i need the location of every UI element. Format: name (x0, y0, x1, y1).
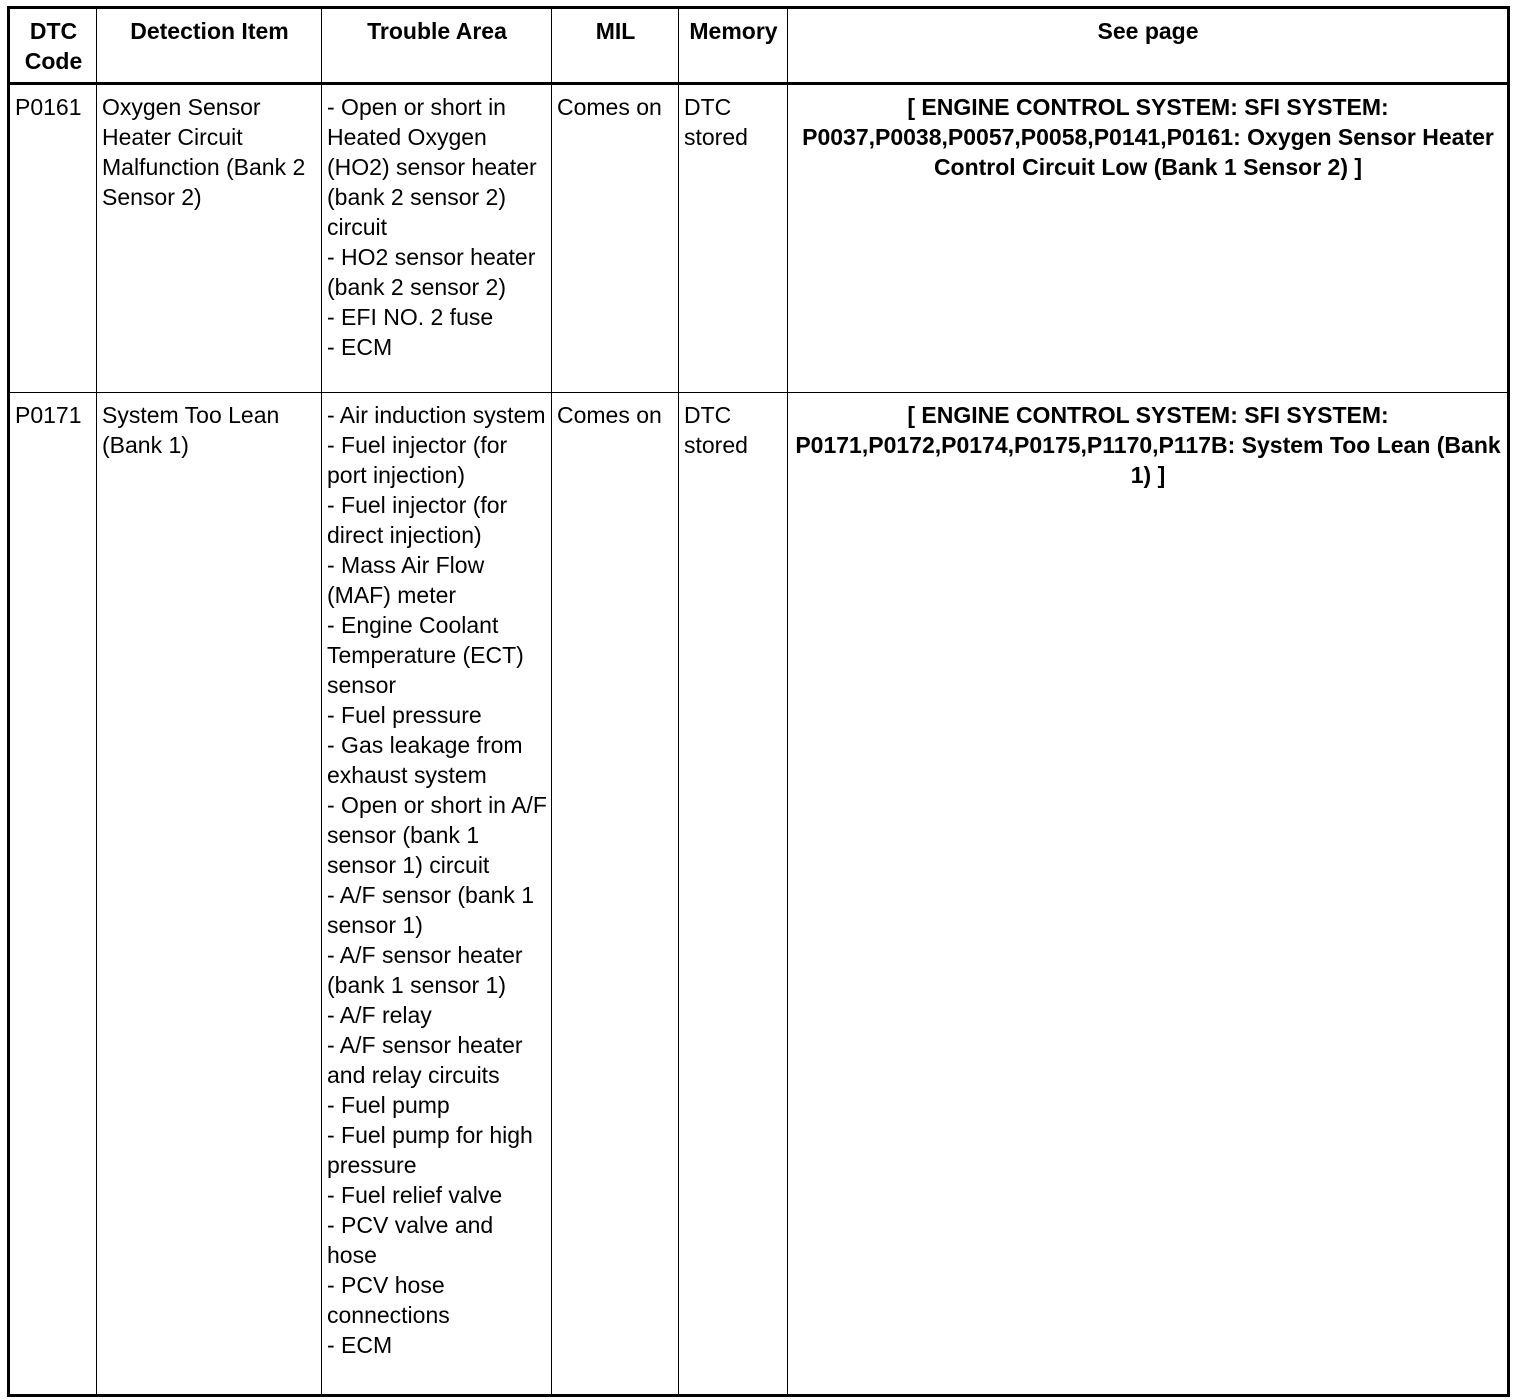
dtc-code-cell: P0171 (9, 393, 97, 1396)
trouble-area-item: - Open or short in Heated Oxygen (HO2) sensor heater (bank 2 sensor 2) circuit (327, 94, 537, 240)
trouble-area-item: - Engine Coolant Temperature (ECT) sensor (327, 612, 524, 698)
trouble-area-item: - Fuel pressure (327, 702, 482, 728)
header-memory: Memory (679, 8, 788, 84)
detection-item-cell: System Too Lean (Bank 1) (97, 393, 322, 1396)
header-trouble-area: Trouble Area (322, 8, 552, 84)
trouble-area-item: - Fuel pump (327, 1092, 450, 1118)
trouble-area-item: - PCV hose connections (327, 1272, 450, 1328)
header-dtc-code: DTC Code (9, 8, 97, 84)
trouble-area-item: - Air induction system (327, 402, 546, 428)
trouble-area-item: - A/F sensor heater and relay circuits (327, 1032, 523, 1088)
see-page-cell: [ ENGINE CONTROL SYSTEM: SFI SYSTEM: P0037,P0038,P0057,P0058,P0141,P0161: Oxygen Sensor Heater Control Circuit Low (Bank 1 Sensor 2) ] (788, 84, 1509, 393)
trouble-area-item: - Fuel injector (for port injection) (327, 432, 508, 488)
mil-cell: Comes on (552, 393, 679, 1396)
header-row (9, 8, 1509, 84)
trouble-area-item: - Fuel injector (for direct injection) (327, 492, 508, 548)
trouble-area-cell (322, 393, 552, 1396)
trouble-area-item: - ECM (327, 1332, 393, 1358)
trouble-area-item: - A/F sensor (bank 1 sensor 1) (327, 882, 535, 938)
detection-item-cell: Oxygen Sensor Heater Circuit Malfunction (Bank 2 Sensor 2) (97, 84, 322, 393)
trouble-area-item: - A/F relay (327, 1002, 432, 1028)
dtc-table (7, 6, 1510, 1397)
see-page-cell: [ ENGINE CONTROL SYSTEM: SFI SYSTEM: P0171,P0172,P0174,P0175,P1170,P117B: System Too Lean (Bank 1) ] (788, 393, 1509, 1396)
trouble-area-item: - Mass Air Flow (MAF) meter (327, 552, 485, 608)
header-mil: MIL (552, 8, 679, 84)
trouble-area-item: - ECM (327, 334, 393, 360)
trouble-area-item: - Gas leakage from exhaust system (327, 732, 523, 788)
dtc-code-cell: P0161 (9, 84, 97, 393)
header-detection-item: Detection Item (97, 8, 322, 84)
trouble-area-item: - Open or short in A/F sensor (bank 1 sensor 1) circuit (327, 792, 547, 878)
trouble-area-item: - EFI NO. 2 fuse (327, 304, 494, 330)
header-see-page: See page (788, 8, 1509, 84)
trouble-area-item: - PCV valve and hose (327, 1212, 494, 1268)
trouble-area-cell (322, 84, 552, 393)
table-row (9, 393, 1509, 1396)
mil-cell: Comes on (552, 84, 679, 393)
trouble-area-item: - Fuel relief valve (327, 1182, 503, 1208)
trouble-area-item: - Fuel pump for high pressure (327, 1122, 533, 1178)
table-row (9, 84, 1509, 393)
trouble-area-item: - A/F sensor heater (bank 1 sensor 1) (327, 942, 523, 998)
memory-cell: DTC stored (679, 393, 788, 1396)
trouble-area-item: - HO2 sensor heater (bank 2 sensor 2) (327, 244, 536, 300)
memory-cell: DTC stored (679, 84, 788, 393)
